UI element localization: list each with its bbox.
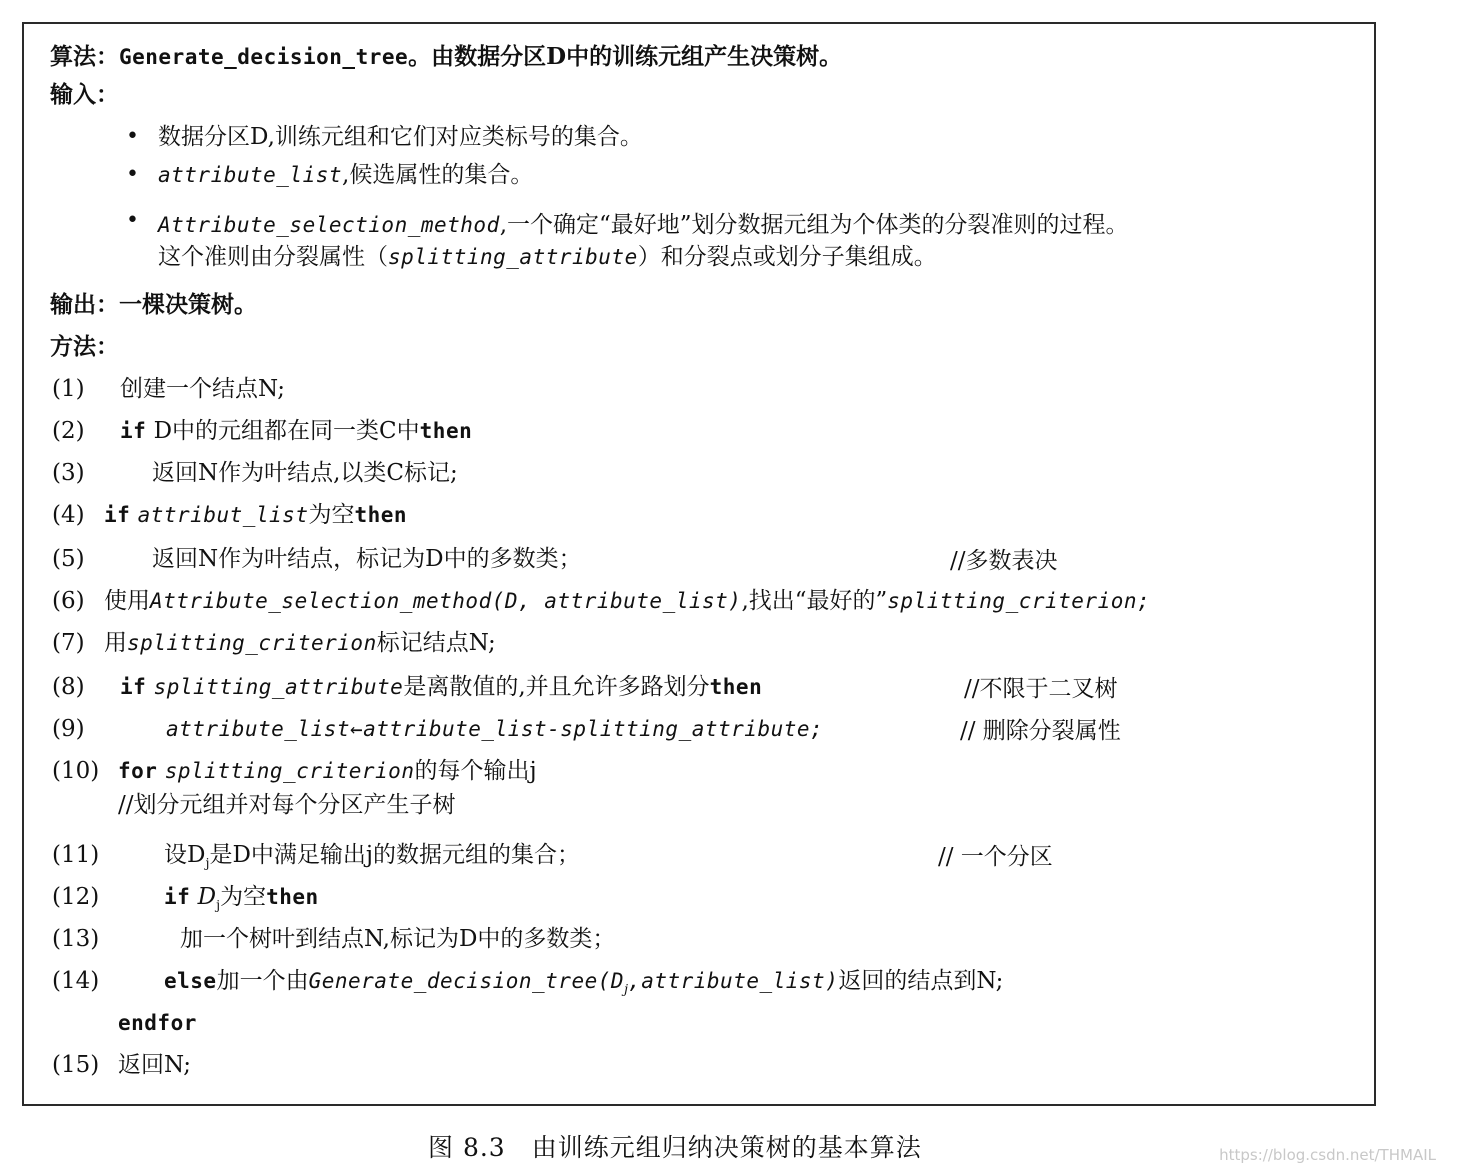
step-9-comment: // 删除分裂属性 [960, 718, 1121, 744]
step-11: (11) 设$D_j$是D中满足输出j的数据元组的集合； [52, 842, 581, 872]
input-item-3-line2: 这个准则由分裂属性（splitting_attribute）和分裂点或划分子集组成。 [158, 244, 937, 270]
step-2: (2) if D中的元组都在同一类C中then [52, 418, 473, 444]
step-8: (8) if splitting_attribute是离散值的,并且允许多路划分then [52, 674, 763, 700]
input-item-1: 数据分区D,训练元组和它们对应类标号的集合。 [158, 124, 643, 150]
step-4: (4) if attribut_list为空then [52, 502, 408, 528]
step-5-comment: //多数表决 [950, 548, 1058, 574]
step-13: (13) 加一个树叶到结点N,标记为D中的多数类； [52, 926, 616, 952]
step-14: (14) else加一个由$Generate\_decision\_tree(D_j,attribute\_list)$返回的结点到N; [52, 968, 1004, 998]
step-7: (7) 用splitting_criterion标记结点N; [52, 630, 496, 656]
output-line: 输出：一棵决策树。 [50, 291, 257, 318]
endfor-keyword: endfor [118, 1011, 197, 1035]
bullet-icon: • [126, 162, 139, 187]
step-5: (5) 返回N作为叶结点，标记为D中的多数类； [52, 546, 582, 572]
method-label: 方法： [50, 333, 119, 360]
step-12: (12) if $D_j$为空then [52, 884, 319, 914]
step-8-comment: //不限于二叉树 [964, 676, 1118, 702]
step-3: (3) 返回N作为叶结点,以类C标记; [52, 460, 458, 486]
step-10-comment: //划分元组并对每个分区产生子树 [118, 792, 456, 818]
input-label: 输入： [50, 81, 119, 108]
figure-caption: 图 8.3 由训练元组归纳决策树的基本算法 [428, 1133, 922, 1162]
algorithm-frame [22, 22, 1376, 1106]
step-10: (10) for splitting_criterion的每个输出j [52, 758, 537, 784]
input-item-2: attribute_list,候选属性的集合。 [158, 162, 534, 188]
input-item-3: Attribute_selection_method,一个确定“最好地”划分数据元组为个体类的分裂准则的过程。 [158, 212, 1129, 238]
step-1: (1) 创建一个结点N; [52, 376, 286, 402]
step-11-comment: // 一个分区 [938, 844, 1053, 870]
step-9: (9) attribute_list←attribute_list-splitting_attribute; [52, 716, 824, 742]
bullet-icon: • [126, 208, 139, 233]
step-15: (15) 返回N; [52, 1052, 192, 1078]
watermark: https://blog.csdn.net/THMAIL [1219, 1146, 1436, 1164]
bullet-icon: • [126, 124, 139, 149]
step-6: (6) 使用Attribute_selection_method(D, attribute_list),找出“最好的”splitting_criterion; [52, 588, 1151, 614]
algorithm-title: 算法：Generate_decision_tree。由数据分区D中的训练元组产生决策树。 [50, 43, 843, 70]
